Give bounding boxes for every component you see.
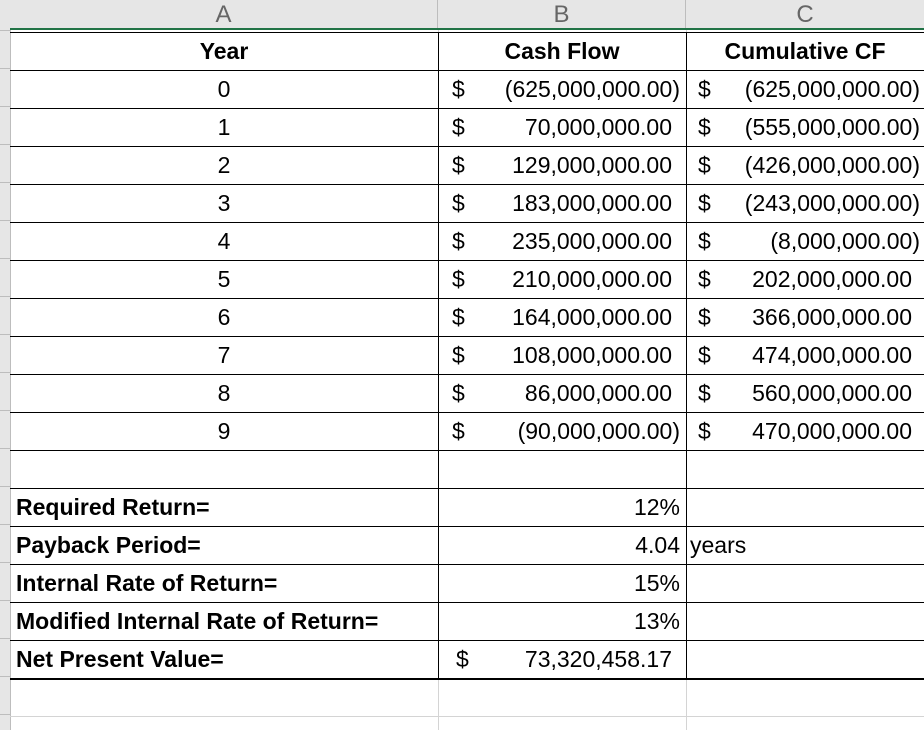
cell-border	[10, 146, 924, 147]
currency-symbol: $	[452, 114, 465, 140]
header-cash-flow[interactable]: Cash Flow	[504, 38, 620, 64]
cell-cumulative-cf[interactable]: (555,000,000.00)	[744, 114, 920, 140]
cell-year[interactable]: 8	[217, 380, 231, 406]
summary-value[interactable]: 4.04	[635, 532, 680, 558]
cell-border	[10, 488, 924, 489]
currency-symbol: $	[452, 152, 465, 178]
cell-border	[10, 374, 924, 375]
cell-border	[10, 640, 924, 641]
currency-symbol: $	[698, 418, 711, 444]
cell-border	[10, 70, 924, 71]
summary-label[interactable]: Required Return=	[16, 494, 210, 520]
cell-cumulative-cf[interactable]: 474,000,000.00	[752, 342, 912, 368]
cell-border	[10, 412, 924, 413]
cell-cash-flow[interactable]: 164,000,000.00	[512, 304, 672, 330]
cell-border	[10, 298, 924, 299]
cell-cumulative-cf[interactable]: (426,000,000.00)	[744, 152, 920, 178]
cell-cumulative-cf[interactable]: 202,000,000.00	[752, 266, 912, 292]
cell-border	[10, 222, 924, 223]
cell-border	[438, 32, 439, 678]
summary-value[interactable]: 12%	[633, 494, 680, 520]
cell-year[interactable]: 3	[217, 190, 231, 216]
cell-cash-flow[interactable]: 235,000,000.00	[512, 228, 672, 254]
cell-border	[10, 602, 924, 603]
currency-symbol: $	[698, 76, 711, 102]
summary-value[interactable]: 73,320,458.17	[524, 646, 672, 672]
cell-border	[10, 32, 924, 33]
currency-symbol: $	[452, 342, 465, 368]
cell-year[interactable]: 6	[217, 304, 231, 330]
cell-cash-flow[interactable]: 129,000,000.00	[512, 152, 672, 178]
currency-symbol: $	[452, 304, 465, 330]
cell-border	[10, 526, 924, 527]
currency-symbol: $	[698, 342, 711, 368]
cell-cash-flow[interactable]: 70,000,000.00	[524, 114, 672, 140]
cell-border	[10, 260, 924, 261]
currency-symbol: $	[452, 380, 465, 406]
currency-symbol: $	[452, 418, 465, 444]
cell-border	[10, 678, 924, 680]
cell-border	[10, 564, 924, 565]
cell-border	[10, 184, 924, 185]
cell-cash-flow[interactable]: 210,000,000.00	[512, 266, 672, 292]
currency-symbol: $	[698, 380, 711, 406]
cell-border	[10, 450, 924, 451]
column-header-b[interactable]: B	[438, 0, 686, 28]
cell-year[interactable]: 9	[217, 418, 231, 444]
currency-symbol: $	[452, 76, 465, 102]
summary-label[interactable]: Modified Internal Rate of Return=	[16, 608, 379, 634]
currency-symbol: $	[698, 190, 711, 216]
cell-cash-flow[interactable]: (90,000,000.00)	[517, 418, 680, 444]
column-header-c[interactable]: C	[796, 1, 814, 28]
column-header-a[interactable]: A	[10, 0, 438, 28]
cell-border	[10, 336, 924, 337]
cell-cumulative-cf[interactable]: 470,000,000.00	[752, 418, 912, 444]
summary-label[interactable]: Payback Period=	[16, 532, 201, 558]
currency-symbol: $	[698, 304, 711, 330]
currency-symbol: $	[698, 152, 711, 178]
currency-symbol: $	[456, 646, 469, 672]
cell-cash-flow[interactable]: 108,000,000.00	[512, 342, 672, 368]
column-header-row	[10, 0, 924, 30]
cell-year[interactable]: 0	[217, 76, 231, 102]
cell-year[interactable]: 2	[217, 152, 231, 178]
cell-year[interactable]: 1	[217, 114, 231, 140]
cell-border	[686, 32, 687, 678]
cell-cumulative-cf[interactable]: (8,000,000.00)	[770, 228, 920, 254]
currency-symbol: $	[452, 266, 465, 292]
summary-label[interactable]: Net Present Value=	[16, 646, 224, 672]
summary-value[interactable]: 15%	[633, 570, 680, 596]
summary-label[interactable]: Internal Rate of Return=	[16, 570, 278, 596]
cell-year[interactable]: 7	[217, 342, 231, 368]
header-year[interactable]: Year	[199, 38, 249, 64]
cell-cash-flow[interactable]: 183,000,000.00	[512, 190, 672, 216]
summary-value[interactable]: 13%	[633, 608, 680, 634]
cell-year[interactable]: 4	[217, 228, 231, 254]
currency-symbol: $	[452, 228, 465, 254]
currency-symbol: $	[698, 228, 711, 254]
currency-symbol: $	[698, 266, 711, 292]
currency-symbol: $	[698, 114, 711, 140]
cell-cash-flow[interactable]: (625,000,000.00)	[504, 76, 680, 102]
currency-symbol: $	[452, 190, 465, 216]
cell-cash-flow[interactable]: 86,000,000.00	[524, 380, 672, 406]
cell-border	[10, 108, 924, 109]
cell-year[interactable]: 5	[217, 266, 231, 292]
cell-cumulative-cf[interactable]: 366,000,000.00	[752, 304, 912, 330]
gridline-horizontal	[10, 716, 924, 717]
summary-unit[interactable]: years	[690, 532, 747, 558]
cell-cumulative-cf[interactable]: (243,000,000.00)	[744, 190, 920, 216]
header-cumulative-cf[interactable]: Cumulative CF	[724, 38, 886, 64]
cell-cumulative-cf[interactable]: 560,000,000.00	[752, 380, 912, 406]
cell-cumulative-cf[interactable]: (625,000,000.00)	[744, 76, 920, 102]
